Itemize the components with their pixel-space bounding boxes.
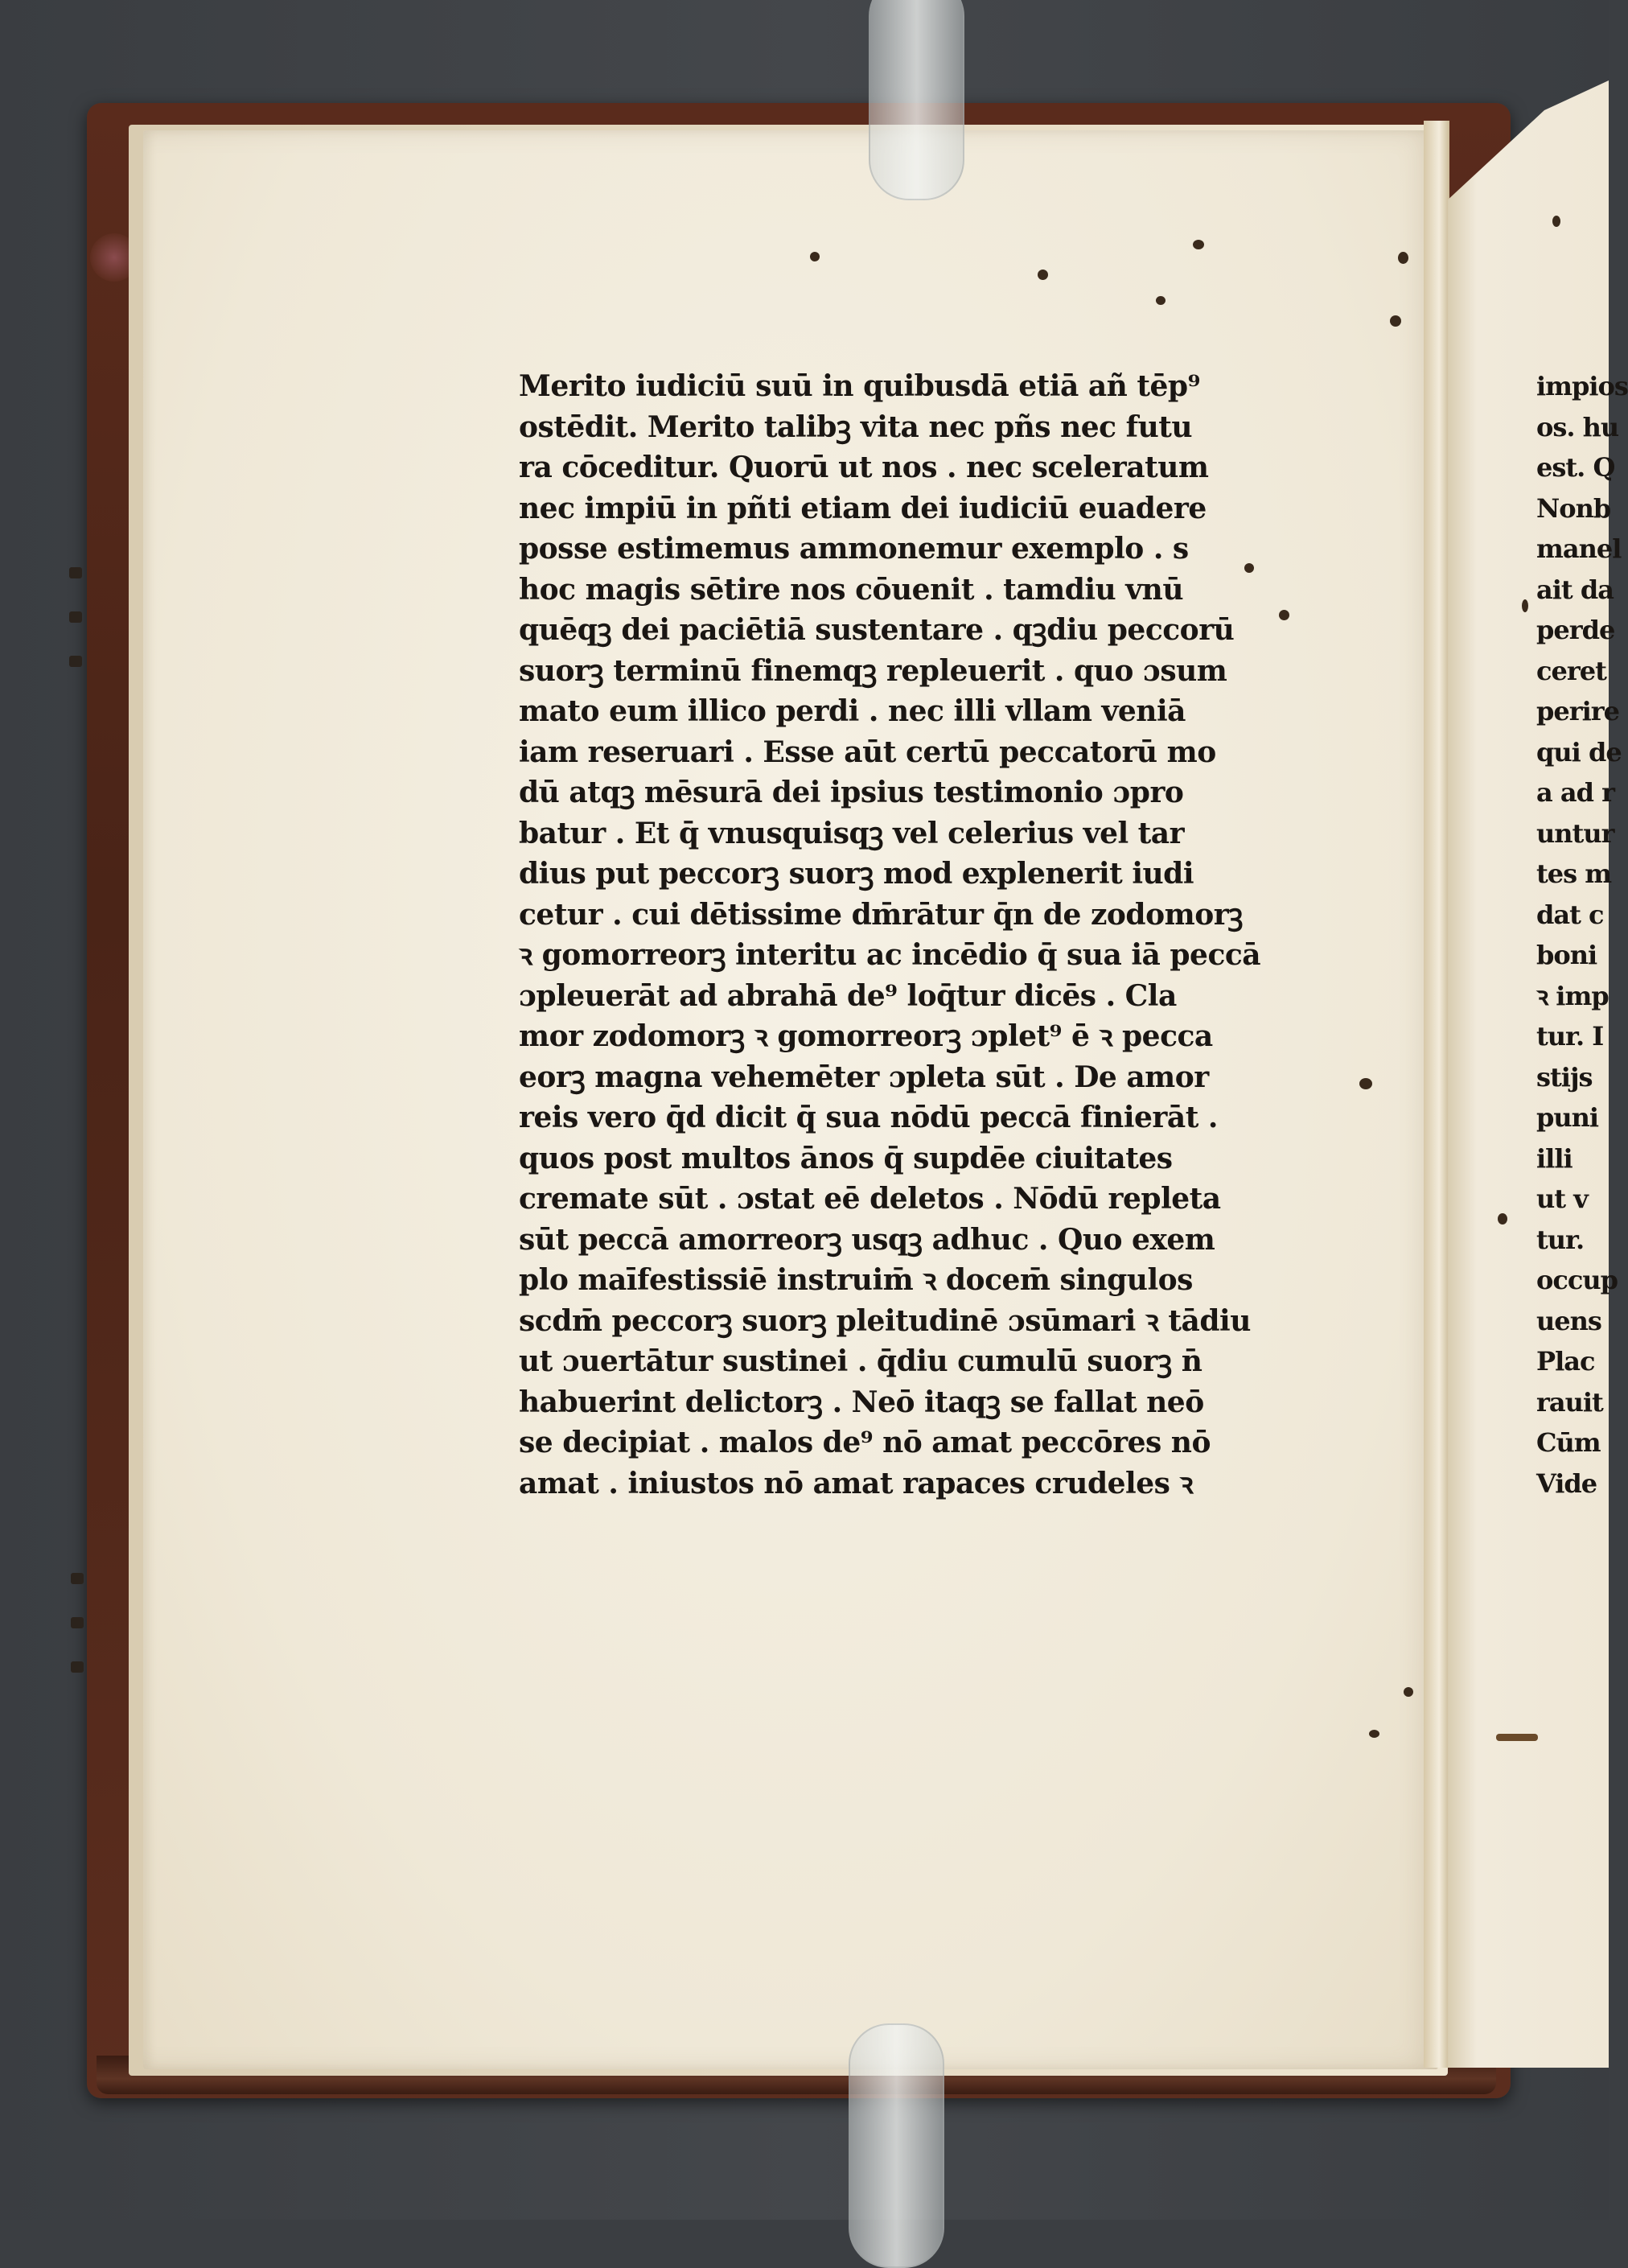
worm-hole bbox=[1279, 610, 1289, 620]
text-line: boni bbox=[1536, 940, 1597, 970]
clasp-pin bbox=[69, 656, 82, 667]
text-line: ut v bbox=[1536, 1183, 1588, 1214]
text-line: uens bbox=[1536, 1305, 1601, 1336]
text-line: scdm̄ peccorꝫ suorꝫ pleitudinē ɔsūmari ꝛ tādiu bbox=[519, 1303, 1251, 1338]
text-line: ostēdit. Merito talibꝫ vita nec pñs nec futu bbox=[519, 410, 1193, 444]
text-line: quos post multos ānos q̄ supdēe ciuitates bbox=[519, 1141, 1173, 1175]
clasp-pin bbox=[71, 1661, 84, 1673]
text-line: posse estimemus ammonemur exemplo . s bbox=[519, 532, 1189, 566]
text-line: untur bbox=[1536, 817, 1614, 849]
text-line: rauit bbox=[1536, 1386, 1603, 1418]
book-gutter bbox=[1424, 121, 1449, 2068]
text-line: nec impiū in pñti etiam dei iudiciū euadere bbox=[519, 491, 1207, 525]
clasp-pin bbox=[69, 567, 82, 578]
text-line: perire bbox=[1536, 696, 1619, 727]
stain-mark bbox=[1496, 1734, 1538, 1741]
worm-hole bbox=[1498, 1213, 1507, 1225]
text-line: ɔpleuerāt ad abrahā de⁹ loq̄tur dicēs . Cla bbox=[519, 978, 1177, 1013]
worm-hole bbox=[1390, 315, 1401, 327]
text-line: Merito iudiciū suū in quibusdā etiā añ tēp⁹ bbox=[519, 369, 1200, 403]
text-line: quēqꝫ dei paciētiā sustentare . qꝫdiu peccorū bbox=[519, 613, 1235, 647]
text-line: ait da bbox=[1536, 574, 1614, 605]
text-block bbox=[519, 366, 1261, 1504]
text-line: est. Q bbox=[1536, 452, 1615, 483]
worm-hole bbox=[1244, 563, 1254, 573]
text-line: os. hu bbox=[1536, 411, 1619, 442]
clasp-pin bbox=[69, 611, 82, 623]
text-line: stijs bbox=[1536, 1061, 1593, 1093]
text-line: amat . iniustos nō amat rapaces crudeles ꝛ bbox=[519, 1466, 1194, 1500]
text-line: suorꝫ terminū finemqꝫ repleuerit . quo ɔsum bbox=[519, 653, 1227, 688]
text-line: tes m bbox=[1536, 858, 1612, 889]
text-line: sūt peccā amorreorꝫ usqꝫ adhuc . Quo exem bbox=[519, 1222, 1215, 1257]
text-line: dat c bbox=[1536, 899, 1604, 930]
worm-hole bbox=[1404, 1687, 1413, 1697]
text-line: batur . Et q̄ vnusquisqꝫ vel celerius vel tar bbox=[519, 816, 1185, 850]
worm-hole bbox=[1193, 240, 1204, 249]
text-line: illi bbox=[1536, 1142, 1572, 1174]
text-line: se decipiat . malos de⁹ nō amat peccōres nō bbox=[519, 1426, 1211, 1459]
text-line: ꝛ gomorreorꝫ interitu ac incēdio q̄ sua iā peccā bbox=[519, 938, 1261, 972]
text-line: puni bbox=[1536, 1102, 1599, 1133]
worm-hole bbox=[1398, 252, 1408, 264]
text-line: a ad r bbox=[1536, 777, 1614, 808]
worm-hole bbox=[1522, 599, 1528, 612]
text-line: tur. I bbox=[1536, 1021, 1604, 1052]
text-line: Vide bbox=[1536, 1467, 1597, 1499]
text-line: Nonb bbox=[1536, 492, 1611, 524]
text-line: Cūm bbox=[1536, 1427, 1601, 1458]
text-line: Plac bbox=[1536, 1346, 1595, 1377]
text-line: mato eum illico perdi . nec illi vllam veniā bbox=[519, 694, 1186, 728]
worm-hole bbox=[1038, 270, 1048, 280]
text-line: cremate sūt . ɔstat eē deletos . Nōdū repleta bbox=[519, 1182, 1221, 1216]
text-line: occup bbox=[1536, 1265, 1618, 1295]
worm-hole bbox=[1552, 216, 1560, 227]
page-weight-top bbox=[869, 0, 964, 200]
text-line: iam reseruari . Esse aūt certū peccatorū mo bbox=[519, 735, 1216, 769]
text-line: ꝛ imp bbox=[1536, 980, 1609, 1011]
worm-hole bbox=[1156, 296, 1166, 305]
right-page-text bbox=[1536, 366, 1628, 1504]
text-line: dius put peccorꝫ suorꝫ mod explenerit iudi bbox=[519, 857, 1194, 891]
page-weight-bottom bbox=[849, 2023, 944, 2268]
worm-hole bbox=[1359, 1078, 1372, 1089]
clasp-pin bbox=[71, 1573, 84, 1584]
text-line: eorꝫ magna vehemēter ɔpleta sūt . De amor bbox=[519, 1060, 1209, 1094]
worm-hole bbox=[810, 252, 820, 261]
text-line: reis vero q̄d dicit q̄ sua nōdū peccā finierāt . bbox=[519, 1101, 1218, 1134]
text-line: perde bbox=[1536, 615, 1615, 645]
text-line: manel bbox=[1536, 533, 1622, 564]
text-line: mor zodomorꝫ ꝛ gomorreorꝫ ɔplet⁹ ē ꝛ pecca bbox=[519, 1019, 1213, 1053]
text-line: ra cōceditur. Quorū ut nos . nec sceleratum bbox=[519, 451, 1209, 484]
text-line: plo maīfestissiē instruim̄ ꝛ docem̄ singulos bbox=[519, 1263, 1193, 1297]
text-line: impios bbox=[1536, 371, 1628, 401]
text-line: tur. bbox=[1536, 1224, 1585, 1255]
text-line: habuerint delictorꝫ . Neō itaqꝫ se fallat neō bbox=[519, 1385, 1204, 1419]
text-line: ceret bbox=[1536, 655, 1606, 686]
clasp-pin bbox=[71, 1617, 84, 1628]
text-line: dū atqꝫ mēsurā dei ipsius testimonio ɔpro bbox=[519, 776, 1184, 809]
text-line: cetur . cui dētissime dm̄rātur q̄n de zodomorꝫ bbox=[519, 897, 1244, 932]
worm-hole bbox=[1369, 1730, 1379, 1738]
text-line: hoc magis sētire nos cōuenit . tamdiu vnū bbox=[519, 572, 1184, 607]
text-line: ut ɔuertātur sustinei . q̄diu cumulū suorꝫ n̄ bbox=[519, 1344, 1202, 1378]
text-line: qui de bbox=[1536, 736, 1622, 768]
